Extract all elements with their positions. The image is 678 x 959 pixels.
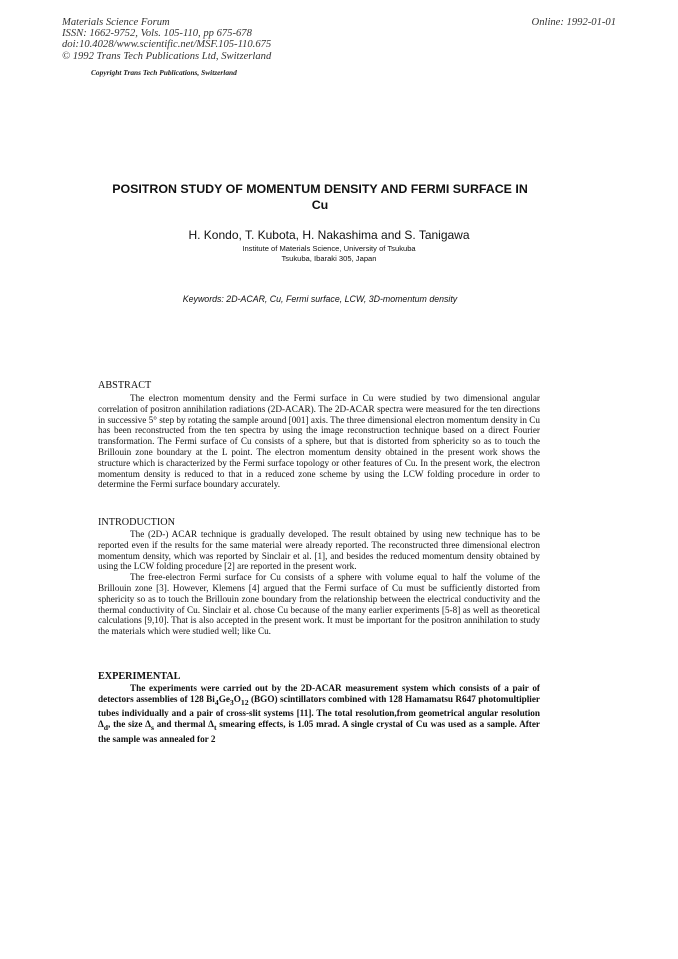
experimental-text-1: The experiments were carried out by the 2D-ACAR measurement system which consists of a pair of detectors assemblies of 128 Bi	[98, 683, 540, 704]
journal-name: Materials Science Forum	[62, 17, 170, 28]
experimental-text-7: smearing effects, is 1.05 mrad. A single crystal of Cu was used as a sample. After the sample was annealed for 2	[98, 719, 540, 744]
experimental-text-2: Ge	[218, 693, 230, 704]
subscript-d: d	[103, 723, 109, 733]
title-line-1: POSITRON STUDY OF MOMENTUM DENSITY AND FERMI SURFACE IN	[112, 182, 528, 196]
experimental-text-3: O	[233, 693, 241, 704]
experimental-text-6: and thermal Δ	[153, 719, 214, 730]
introduction-paragraph-2: The free-electron Fermi surface for Cu consists of a sphere with volume equal to half the volume of the Brillouin zone [3]. However, Klemens [4] argued that the Fermi surface of Cu must be sufficiently distorted from sphericity so as to touch the Brillouin zone boundary from the relationship between the electrical conductivity and the thermal conductivity of Cu. Sinclair et al. chose Cu because of the many earlier experiments [5-8] as well as theoretical calculations [9,10]. That is also accepted in the present work. It must be important for the positron annihilation to study the materials which were studied well; like Cu.	[98, 572, 540, 637]
title-line-2: Cu	[311, 198, 329, 212]
abstract-heading: ABSTRACT	[98, 380, 152, 391]
experimental-paragraph	[98, 683, 540, 745]
subscript-s: s	[150, 723, 154, 733]
subscript-ge: 3	[229, 697, 234, 707]
introduction-body	[98, 529, 540, 637]
abstract-body	[98, 393, 540, 490]
journal-issn: ISSN: 1662-9752, Vols. 105-110, pp 675-678	[62, 28, 252, 40]
subscript-t: t	[213, 723, 217, 733]
online-date: Online: 1992-01-01	[531, 17, 616, 28]
subscript-o: 12	[240, 697, 249, 707]
copyright-note: Copyright Trans Tech Publications, Switzerland	[91, 68, 237, 77]
subscript-bi: 4	[214, 697, 219, 707]
paper-title	[90, 181, 550, 213]
introduction-paragraph-1: The (2D-) ACAR technique is gradually developed. The result obtained by using new technique has to be reported even if the results for the same material were already reported. The reconstructed three dimensional electron momentum density, which was reported by Sinclair et al. [1], and besides the reduced momentum density obtained by using the LCW folding procedure [2] are reported in the present work.	[98, 529, 540, 572]
journal-header	[62, 17, 271, 62]
experimental-text-4: (BGO) scintillators combined with 128 Hamamatsu R647 photomultiplier tubes individually and a pair of cross-slit systems [11]. The total resolution,from geometrical angular resolution Δ	[98, 693, 540, 730]
keywords: Keywords: 2D-ACAR, Cu, Fermi surface, LCW, 3D-momentum density	[182, 294, 458, 304]
journal-copyright: © 1992 Trans Tech Publications Ltd, Switzerland	[62, 50, 272, 62]
experimental-body	[98, 683, 540, 745]
affiliation	[0, 244, 658, 264]
affiliation-line-2: Tsukuba, Ibaraki 305, Japan	[281, 254, 377, 263]
introduction-heading: INTRODUCTION	[98, 517, 175, 528]
authors: H. Kondo, T. Kubota, H. Nakashima and S. Tanigawa	[188, 228, 470, 242]
affiliation-line-1: Institute of Materials Science, University of Tsukuba	[242, 244, 416, 253]
abstract-paragraph: The electron momentum density and the Fermi surface in Cu were studied by two dimensional angular correlation of positron annihilation radiations (2D-ACAR). The 2D-ACAR spectra were measured for the ten directions in successive 5° step by rotating the sample around [001] axis. The three dimensional electron momentum density in Cu has been reconstructed from the ten spectra by using the image reconstruction technique based on a direct Fourier transformation. The Fermi surface of Cu consists of a sphere, but that is distorted from sphericity so as to touch the Brillouin zone boundary at the L point. The electron momentum density obtained in the present work shows the structure which is characterized by the Fermi surface topology or other features of Cu. In the present work, the electron momentum density is reduced to that in a reduced zone scheme by using the LCW folding procedure in order to determine the Fermi surface boundary accurately.	[98, 393, 540, 490]
experimental-heading: EXPERIMENTAL	[98, 671, 181, 682]
experimental-text-5: , the size Δ	[108, 719, 151, 730]
journal-doi[interactable]: doi:10.4028/www.scientific.net/MSF.105-110.675	[62, 39, 272, 51]
